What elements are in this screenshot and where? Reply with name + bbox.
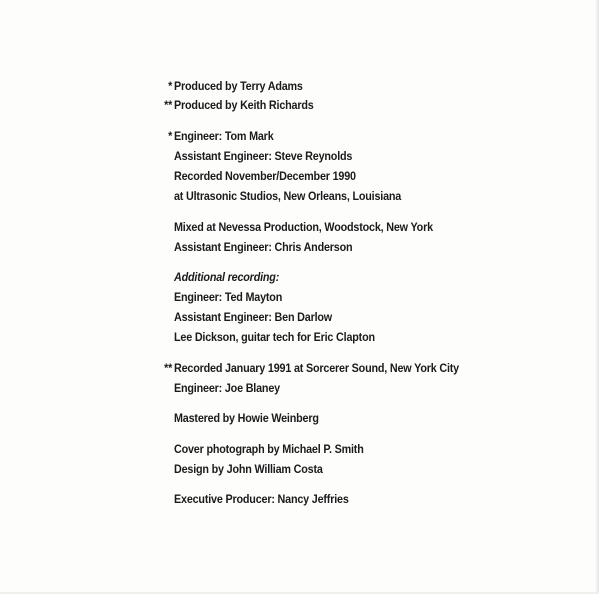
asterisk-mark: * <box>168 80 173 93</box>
credit-recorded-1990: Recorded November/December 1990 <box>174 170 356 183</box>
credit-producer-terry <box>168 80 303 94</box>
credit-engineer-joe-blaney: Engineer: Joe Blaney <box>174 382 280 395</box>
credit-design: Design by John William Costa <box>174 463 323 476</box>
credit-cover-photograph: Cover photograph by Michael P. Smith <box>174 443 364 456</box>
credit-mastered-howie-weinberg: Mastered by Howie Weinberg <box>174 412 319 425</box>
credit-mixed-nevessa: Mixed at Nevessa Production, Woodstock, New York <box>174 221 433 234</box>
double-asterisk-mark: ** <box>164 362 173 375</box>
credit-recorded-sorcerer-sound <box>164 362 459 376</box>
credit-producer-keith <box>164 99 314 113</box>
credit-executive-producer: Executive Producer: Nancy Jeffries <box>174 493 349 506</box>
credit-engineer-tom-mark <box>168 130 274 144</box>
credit-text: Produced by Terry Adams <box>174 80 303 93</box>
credit-lee-dickson: Lee Dickson, guitar tech for Eric Clapton <box>174 331 375 344</box>
credit-text: Produced by Keith Richards <box>174 99 314 112</box>
credit-text: Engineer: Tom Mark <box>174 130 274 143</box>
double-asterisk-mark: ** <box>164 99 173 112</box>
additional-recording-heading: Additional recording: <box>174 271 280 284</box>
credit-assistant-steve-reynolds: Assistant Engineer: Steve Reynolds <box>174 150 353 163</box>
credit-engineer-ted-mayton: Engineer: Ted Mayton <box>174 291 283 304</box>
credit-assistant-ben-darlow: Assistant Engineer: Ben Darlow <box>174 311 332 324</box>
credit-ultrasonic-studios: at Ultrasonic Studios, New Orleans, Louisiana <box>174 190 402 203</box>
credit-text: Recorded January 1991 at Sorcerer Sound, New York City <box>174 362 459 375</box>
credit-assistant-chris-anderson: Assistant Engineer: Chris Anderson <box>174 241 353 254</box>
asterisk-mark: * <box>168 130 173 143</box>
